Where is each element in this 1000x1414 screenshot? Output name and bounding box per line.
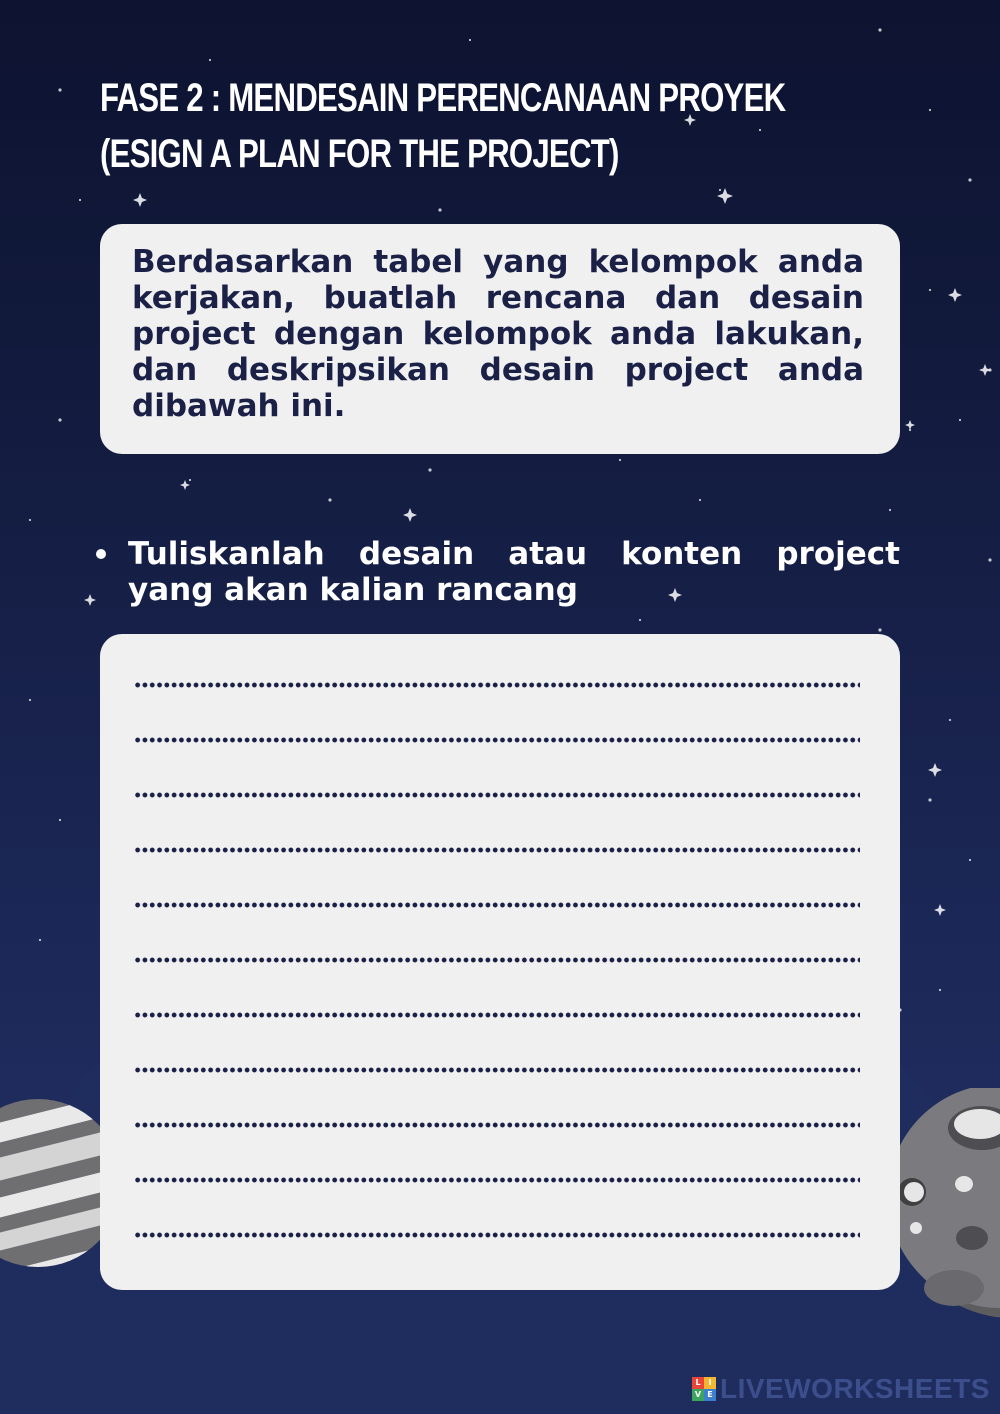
star-dot [719, 189, 721, 191]
answer-line[interactable] [134, 792, 860, 798]
star-dot [878, 28, 881, 31]
star-dot [968, 178, 971, 181]
answer-line[interactable] [134, 682, 860, 688]
liveworksheets-brand [692, 1374, 990, 1404]
star-dot [949, 719, 951, 721]
sparkle-star-icon [84, 594, 96, 606]
star-dot [209, 59, 211, 61]
logo-letter: L [692, 1377, 704, 1389]
answer-line[interactable] [134, 737, 860, 743]
star-dot [988, 558, 991, 561]
logo-letter: E [704, 1389, 716, 1401]
star-dot [878, 628, 881, 631]
sparkle-star-icon [934, 904, 946, 916]
star-dot [189, 479, 191, 481]
sparkle-star-icon [948, 288, 962, 302]
answer-line[interactable] [134, 902, 860, 908]
answer-line[interactable] [134, 1122, 860, 1128]
prompt-bullet [96, 536, 900, 608]
sparkle-star-icon [905, 420, 915, 430]
star-dot [469, 39, 471, 41]
sparkle-star-icon [133, 193, 147, 207]
answer-line[interactable] [134, 1177, 860, 1183]
sparkle-star-icon [180, 480, 190, 490]
sparkle-star-icon [403, 508, 417, 522]
star-dot [929, 289, 931, 291]
striped-planet-icon [0, 1098, 102, 1268]
star-dot [438, 208, 441, 211]
prompt-text: Tuliskanlah desain atau konten project yang akan kalian rancang [128, 536, 900, 608]
star-dot [59, 819, 61, 821]
star-dot [699, 499, 701, 501]
star-dot [428, 468, 431, 471]
logo-letter: I [704, 1377, 716, 1389]
star-dot [928, 798, 931, 801]
bullet-icon [96, 549, 106, 559]
star-dot [58, 88, 61, 91]
sparkle-star-icon [928, 763, 942, 777]
answer-line[interactable] [134, 1067, 860, 1073]
star-dot [939, 989, 941, 991]
liveworksheets-logo-icon [692, 1377, 716, 1401]
star-dot [39, 939, 41, 941]
star-dot [29, 699, 31, 701]
logo-letter: V [692, 1389, 704, 1401]
star-dot [969, 859, 971, 861]
answer-line[interactable] [134, 847, 860, 853]
answer-line[interactable] [134, 1232, 860, 1238]
star-dot [929, 109, 931, 111]
answer-line[interactable] [134, 957, 860, 963]
star-dot [889, 509, 891, 511]
brand-text: LIVEWORKSHEETS [720, 1373, 990, 1404]
page-title-line-2: (ESIGN A PLAN FOR THE PROJECT) [100, 132, 619, 176]
star-dot [328, 498, 331, 501]
sparkle-star-icon [979, 364, 991, 376]
star-dot [79, 199, 81, 201]
star-dot [29, 519, 31, 521]
star-dot [58, 418, 61, 421]
answer-card [100, 634, 900, 1290]
star-dot [619, 459, 621, 461]
star-dot [759, 129, 761, 131]
instruction-card [100, 224, 900, 454]
star-dot [639, 619, 641, 621]
star-dot [959, 419, 961, 421]
instruction-text: Berdasarkan tabel yang kelompok anda kerjakan, buatlah rencana dan desain project dengan kelompok anda lakukan, dan deskripsikan desain project anda dibawah ini. [132, 244, 864, 424]
answer-line[interactable] [134, 1012, 860, 1018]
page-title-line-1: FASE 2 : MENDESAIN PERENCANAAN PROYEK [100, 76, 786, 120]
